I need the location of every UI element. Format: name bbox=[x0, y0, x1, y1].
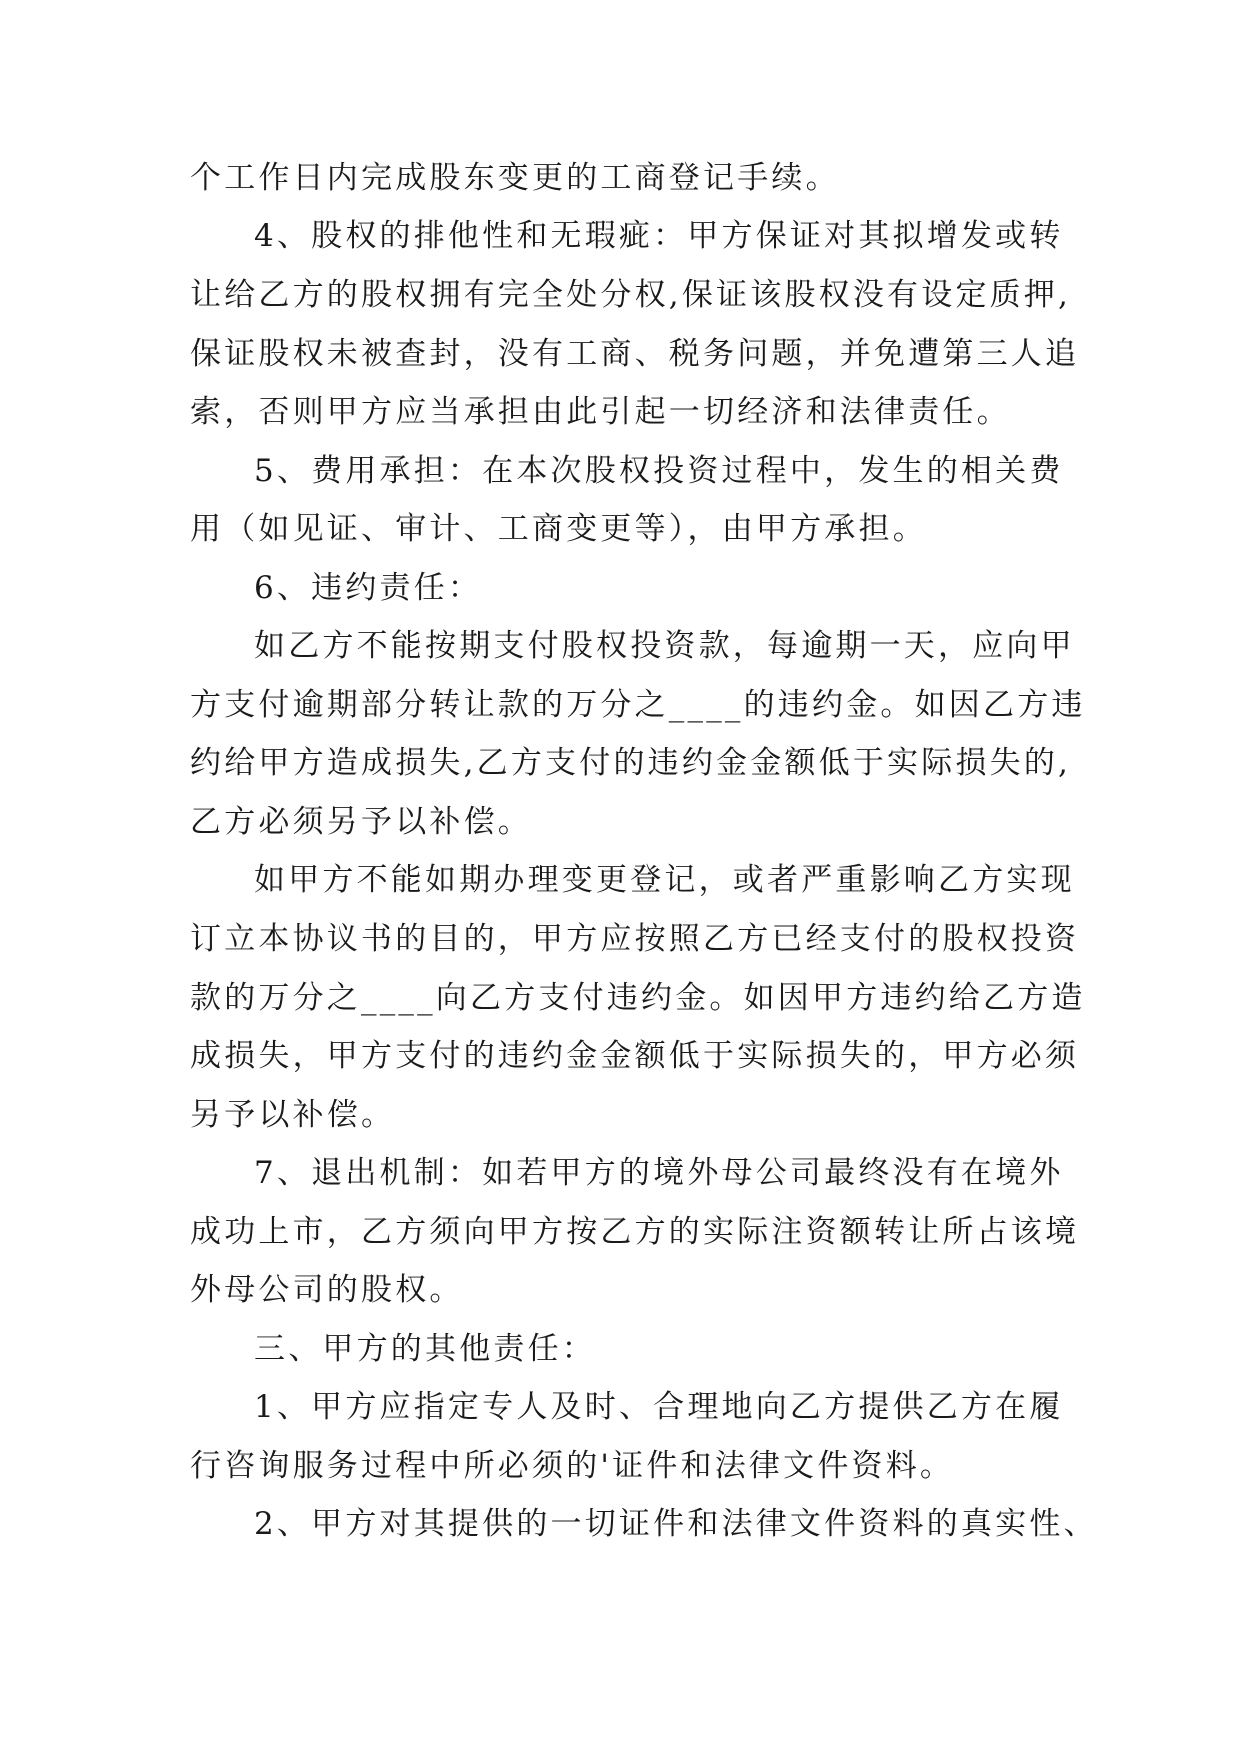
text-line: 4、股权的排他性和无瑕疵：甲方保证对其拟增发或转 bbox=[254, 218, 1064, 254]
text-line: 1、甲方应指定专人及时、合理地向乙方提供乙方在履 bbox=[254, 1389, 1064, 1425]
text-line: 约给甲方造成损失,乙方支付的违约金金额低于实际损失的, bbox=[190, 745, 1072, 781]
text-line: 方支付逾期部分转让款的万分之____的违约金。如因乙方违 bbox=[190, 687, 1086, 723]
text-line: 成损失，甲方支付的违约金金额低于实际损失的，甲方必须 bbox=[190, 1038, 1080, 1074]
text-line: 另予以补偿。 bbox=[190, 1097, 396, 1133]
text-line: 订立本协议书的目的，甲方应按照乙方已经支付的股权投资 bbox=[190, 921, 1080, 957]
text-line: 5、费用承担：在本次股权投资过程中，发生的相关费 bbox=[254, 453, 1064, 489]
text-line: 行咨询服务过程中所必须的'证件和法律文件资料。 bbox=[190, 1448, 955, 1484]
text-line: 让给乙方的股权拥有完全处分权,保证该股权没有设定质押, bbox=[190, 277, 1072, 313]
text-line: 索，否则甲方应当承担由此引起一切经济和法律责任。 bbox=[190, 394, 1011, 430]
text-line: 如甲方不能如期办理变更登记，或者严重影响乙方实现 bbox=[254, 862, 1075, 898]
text-line: 外母公司的股权。 bbox=[190, 1272, 464, 1308]
text-line: 如乙方不能按期支付股权投资款，每逾期一天，应向甲 bbox=[254, 628, 1075, 664]
text-line: 三、甲方的其他责任： bbox=[254, 1331, 596, 1367]
text-line: 2、甲方对其提供的一切证件和法律文件资料的真实性、 bbox=[254, 1506, 1098, 1542]
text-line: 成功上市，乙方须向甲方按乙方的实际注资额转让所占该境 bbox=[190, 1214, 1080, 1250]
text-line: 用（如见证、审计、工商变更等），由甲方承担。 bbox=[190, 511, 927, 547]
text-line: 保证股权未被查封，没有工商、税务问题，并免遭第三人追 bbox=[190, 336, 1080, 372]
text-line: 款的万分之____向乙方支付违约金。如因甲方违约给乙方造 bbox=[190, 980, 1086, 1016]
text-line: 个工作日内完成股东变更的工商登记手续。 bbox=[190, 160, 840, 196]
text-line: 乙方必须另予以补偿。 bbox=[190, 804, 532, 840]
text-line: 6、违约责任： bbox=[254, 570, 483, 606]
text-line: 7、退出机制：如若甲方的境外母公司最终没有在境外 bbox=[254, 1155, 1064, 1191]
